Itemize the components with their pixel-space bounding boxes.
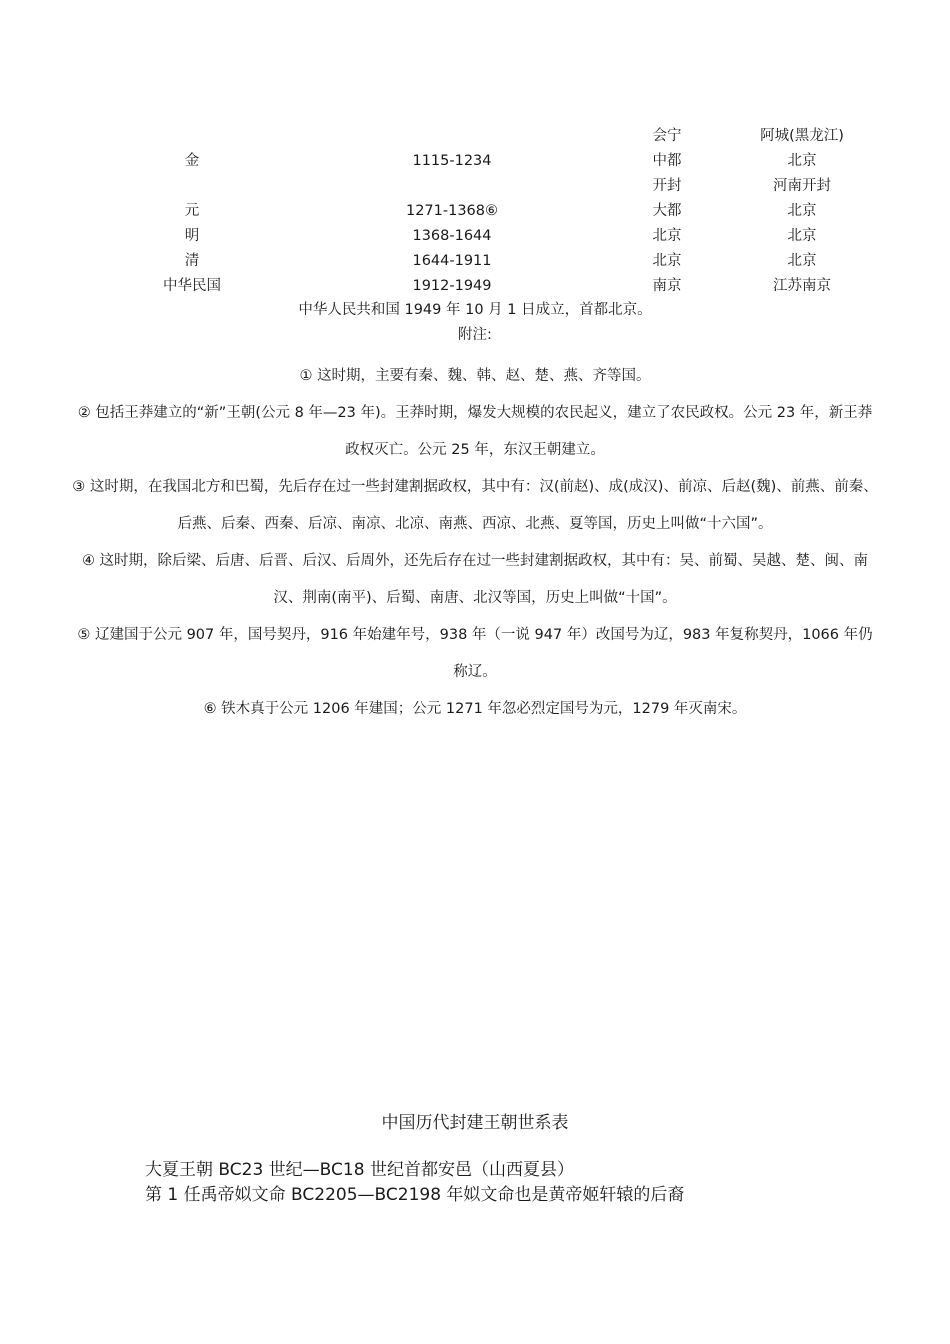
note-2 — [72, 395, 878, 469]
dynasty-years: 1271-1368⑥ — [405, 203, 499, 219]
dynasty-name: 中华民国 — [163, 278, 221, 294]
dynasty-name: 明 — [184, 228, 200, 244]
note-text: ① 这时期，主要有秦、魏、韩、赵、楚、燕、齐等国。 — [299, 368, 651, 384]
note-text: ④ 这时期，除后梁、后唐、后晋、后汉、后周外，还先后存在过一些封建割据政权，其中有：吴、前蜀、吴越、楚、闽、南汉、荆南(南平)、后蜀、南唐、北汉等国，历史上叫做“十国”。 — [81, 553, 869, 606]
capital-name: 北京 — [652, 253, 682, 269]
note-text: ③ 这时期，在我国北方和巴蜀，先后存在过一些封建割据政权，其中有：汉(前赵)、成(成汉)、前凉、后赵(魏)、前燕、前秦、后燕、后秦、西秦、后凉、南凉、北凉、南燕、西凉、北燕、夏等国，历史上叫做“十六国”。 — [72, 479, 878, 532]
modern-location: 北京 — [787, 203, 817, 219]
notes-list — [72, 358, 878, 728]
section-title: 中国历代封建王朝世系表 — [381, 1113, 569, 1133]
capital-name: 南京 — [652, 278, 682, 294]
dynasty-name: 金 — [184, 153, 200, 169]
modern-location: 阿城(黑龙江) — [760, 128, 844, 144]
modern-location: 河南开封 — [773, 178, 831, 194]
modern-location: 北京 — [787, 228, 817, 244]
notes-heading: 附注: — [458, 327, 492, 343]
prc-founding-line: 中华人民共和国 1949 年 10 月 1 日成立，首都北京。 — [298, 302, 652, 318]
table-row — [92, 124, 892, 149]
capital-name: 中都 — [652, 153, 682, 169]
table-row — [92, 249, 892, 274]
note-1 — [72, 358, 878, 395]
note-text: ⑥ 铁木真于公元 1206 年建国；公元 1271 年忽必烈定国号为元，1279 年灭南宋。 — [203, 701, 747, 717]
table-row — [92, 149, 892, 174]
modern-location: 北京 — [787, 253, 817, 269]
dynasty-table — [92, 124, 892, 299]
dynasty-years: 1115-1234 — [412, 153, 492, 169]
ruler-line: 第 1 任禹帝姒文命 BC2205—BC2198 年姒文命也是黄帝姬轩辕的后裔 — [145, 1185, 685, 1205]
note-text: ⑤ 辽建国于公元 907 年，国号契丹，916 年始建年号，938 年（一说 947 年）改国号为辽，983 年复称契丹，1066 年仍称辽。 — [77, 627, 873, 680]
dynasty-line: 大夏王朝 BC23 世纪—BC18 世纪首都安邑（山西夏县） — [145, 1160, 574, 1180]
note-3 — [72, 469, 878, 543]
table-row — [92, 199, 892, 224]
dynasty-years: 1912-1949 — [412, 278, 492, 294]
modern-location: 江苏南京 — [773, 278, 831, 294]
note-4 — [72, 543, 878, 617]
dynasty-years: 1644-1911 — [412, 253, 492, 269]
dynasty-years: 1368-1644 — [412, 228, 492, 244]
note-6 — [72, 691, 878, 728]
dynasty-name: 元 — [184, 203, 200, 219]
dynasty-name: 清 — [184, 253, 200, 269]
modern-location: 北京 — [787, 153, 817, 169]
table-row — [92, 274, 892, 299]
table-row — [92, 224, 892, 249]
table-row — [92, 174, 892, 199]
note-text: ② 包括王莽建立的“新”王朝(公元 8 年—23 年)。王莽时期，爆发大规模的农民起义，建立了农民政权。公元 23 年，新王莽政权灭亡。公元 25 年，东汉王朝建立。 — [77, 405, 873, 458]
note-5 — [72, 617, 878, 691]
capital-name: 会宁 — [652, 128, 682, 144]
capital-name: 大都 — [652, 203, 682, 219]
capital-name: 北京 — [652, 228, 682, 244]
capital-name: 开封 — [652, 178, 682, 194]
